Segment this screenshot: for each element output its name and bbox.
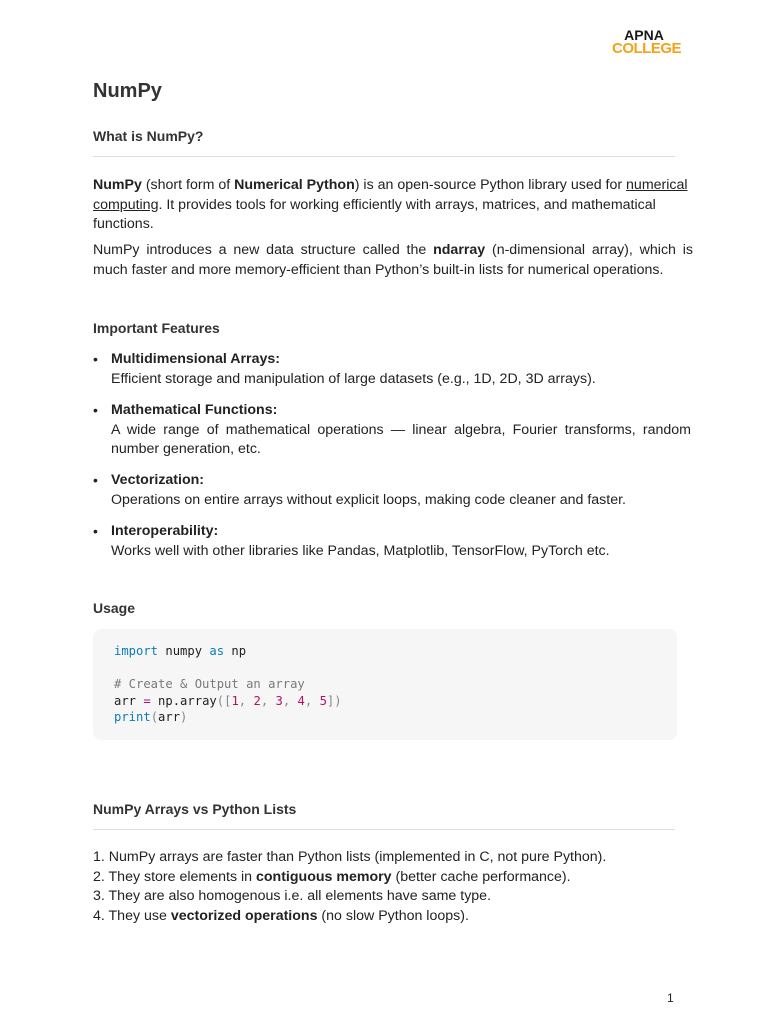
heading-usage: Usage [93,600,136,616]
feature-title: Mathematical Functions: [111,402,278,418]
page-title: NumPy [93,80,162,102]
code-comment: # Create & Output an array [114,677,305,691]
feature-desc: Works well with other libraries like Pandas, Matplotlib, TensorFlow, PyTorch etc. [111,542,610,559]
link-numerical-computing[interactable]: numerical computing [93,177,688,213]
feature-item [93,401,691,460]
feature-desc: Efficient storage and manipulation of large datasets (e.g., 1D, 2D, 3D arrays). [111,370,596,387]
feature-title: Vectorization: [111,472,205,488]
apna-college-logo [612,27,682,57]
list-item: 1. NumPy arrays are faster than Python lists (implemented in C, not pure Python). [93,849,607,865]
bullet-icon: • [93,351,98,367]
page-number: 1 [667,991,674,1005]
bullet-icon: • [93,472,98,488]
feature-item [93,350,691,389]
divider [93,829,675,830]
feature-item [93,471,691,510]
comparison-list [93,848,693,926]
list-item: 4. They use vectorized operations (no slow Python loops). [93,907,469,924]
feature-title: Multidimensional Arrays: [111,351,280,367]
divider [93,156,675,157]
feature-title: Interoperability: [111,523,219,539]
code-text: import numpy as np # Create & Output an array arr = np.array([1, 2, 3, 4, 5]) print(arr) [114,644,342,724]
bold-numpy: NumPy [93,177,142,193]
paragraph-intro: NumPy (short form of Numerical Python) is an open-source Python library used for numerical computing. It provides tools for working efficiently with arrays, matrices, and mathematical functions. [93,177,688,232]
heading-arrays-vs-lists: NumPy Arrays vs Python Lists [93,801,297,817]
logo-line-apna: APNA [624,27,664,43]
paragraph-ndarray: NumPy introduces a new data structure called the ndarray (n-dimensional array), which is much faster and more memory-efficient than Python’s built-in lists for numerical operations. [93,242,693,278]
feature-desc: Operations on entire arrays without explicit loops, making code cleaner and faster. [111,491,626,508]
code-block [93,629,677,740]
heading-important-features: Important Features [93,320,220,336]
logo-line-college: COLLEGE [612,40,682,57]
feature-desc: A wide range of mathematical operations — linear algebra, Fourier transforms, random number generation, etc. [111,421,691,457]
feature-item [93,522,691,561]
heading-what-is-numpy: What is NumPy? [93,128,204,144]
bold-ndarray: ndarray [433,242,486,258]
list-item: 3. They are also homogenous i.e. all elements have same type. [93,888,492,904]
bold-numerical-python: Numerical Python [234,177,355,193]
bullet-icon: • [93,523,98,539]
bullet-icon: • [93,402,98,418]
list-item: 2. They store elements in contiguous memory (better cache performance). [93,868,571,885]
